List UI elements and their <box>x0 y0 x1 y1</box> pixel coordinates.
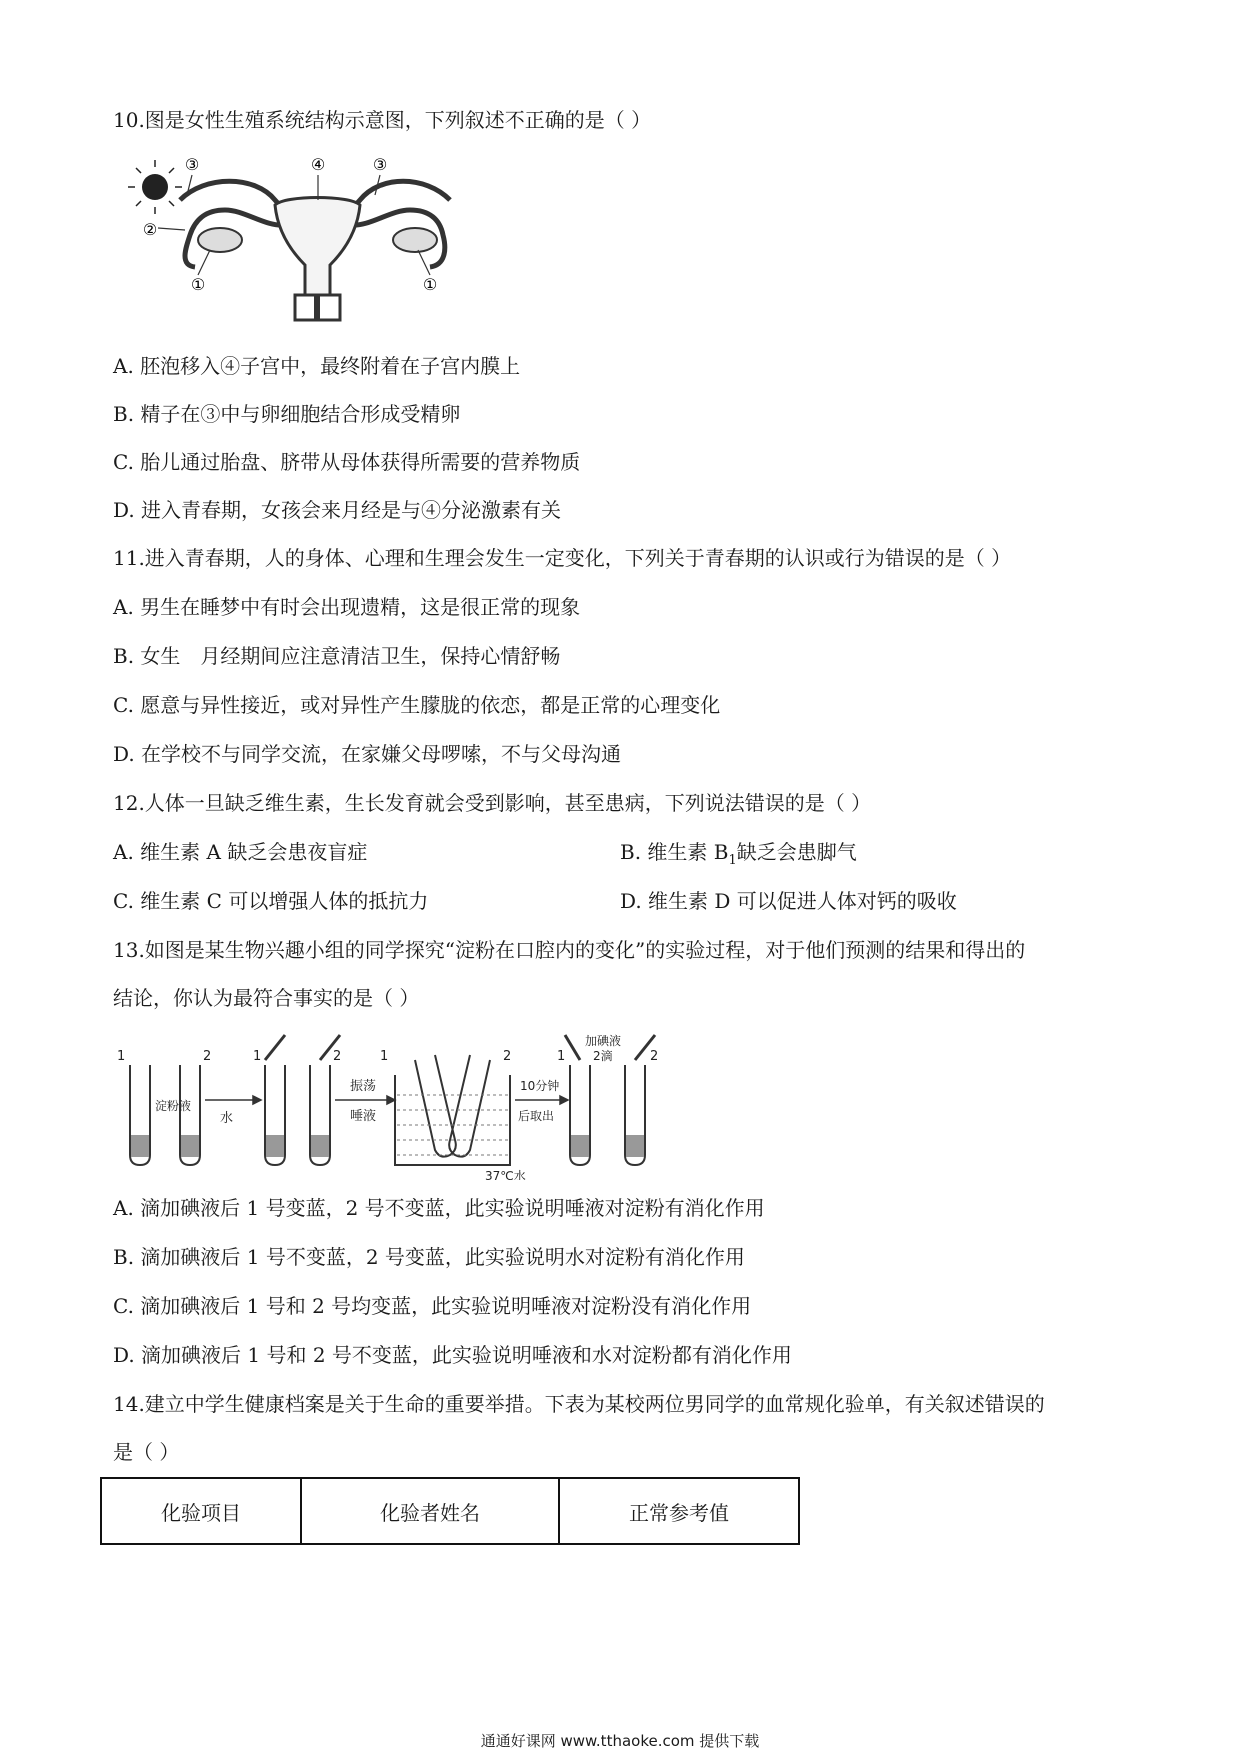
q13-stem-line2: 结论，你认为最符合事实的是（ ） <box>113 986 420 1010</box>
label-shake: 振荡 <box>350 1079 377 1094</box>
q10-option-d: D. 进入青春期，女孩会来月经是与④分泌激素有关 <box>113 498 562 522</box>
q11-option-b: B. 女生 月经期间应注意清洁卫生，保持心情舒畅 <box>113 644 561 668</box>
q10-option-b: B. 精子在③中与卵细胞结合形成受精卵 <box>113 402 461 426</box>
q11-stem: 11.进入青春期，人的身体、心理和生理会发生一定变化，下列关于青春期的认识或行为错误的是（ ） <box>113 546 1012 570</box>
q11-option-a: A. 男生在睡梦中有时会出现遗精，这是很正常的现象 <box>113 595 581 619</box>
q14-stem-line2: 是（ ） <box>113 1440 180 1464</box>
ovary-right <box>393 228 437 252</box>
table-header-row <box>101 1478 799 1544</box>
female-reproductive-diagram <box>125 155 510 325</box>
label-1-right: ① <box>422 275 438 294</box>
ovary-left <box>198 228 242 252</box>
q11-option-c: C. 愿意与异性接近，或对异性产生朦胧的依恋，都是正常的心理变化 <box>113 693 721 717</box>
q13-option-b: B. 滴加碘液后 1 号不变蓝，2 号变蓝，此实验说明水对淀粉有消化作用 <box>113 1245 745 1269</box>
ovum-illustration <box>128 160 182 214</box>
table-header-cell: 化验项目 <box>101 1478 301 1544</box>
label-starch: 淀粉液 <box>155 1099 192 1113</box>
q10-option-c: C. 胎儿通过胎盘、脐带从母体获得所需要的营养物质 <box>113 450 581 474</box>
label-time: 10分钟 <box>520 1079 560 1093</box>
q10-option-a: A. 胚泡移入④子宫中，最终附着在子宫内膜上 <box>113 354 521 378</box>
svg-text:2: 2 <box>650 1049 659 1064</box>
blood-test-table <box>100 1477 800 1545</box>
q12-option-d: D. 维生素 D 可以促进人体对钙的吸收 <box>620 889 957 913</box>
svg-text:1: 1 <box>380 1049 389 1064</box>
q13-option-c: C. 滴加碘液后 1 号和 2 号均变蓝，此实验说明唾液对淀粉没有消化作用 <box>113 1294 752 1318</box>
svg-text:2: 2 <box>203 1049 212 1064</box>
label-4: ④ <box>310 155 326 174</box>
label-water: 水 <box>220 1111 234 1126</box>
q13-stem-line1: 13.如图是某生物兴趣小组的同学探究“淀粉在口腔内的变化”的实验过程，对于他们预测的结果和得出的 <box>113 938 1026 962</box>
starch-experiment-diagram <box>115 1030 675 1180</box>
q12-option-c: C. 维生素 C 可以增强人体的抵抗力 <box>113 889 429 913</box>
label-temp: 37℃水 <box>485 1169 526 1180</box>
label-iodine: 加碘液 <box>585 1034 622 1048</box>
table-header-cell: 化验者姓名 <box>301 1478 559 1544</box>
q13-option-d: D. 滴加碘液后 1 号和 2 号不变蓝，此实验说明唾液和水对淀粉都有消化作用 <box>113 1343 792 1367</box>
svg-text:1: 1 <box>557 1049 566 1064</box>
label-3-right: ③ <box>372 155 388 174</box>
label-takeout: 后取出 <box>518 1109 555 1123</box>
q10-stem: 10.图是女性生殖系统结构示意图，下列叙述不正确的是（ ） <box>113 108 652 132</box>
q14-stem-line1: 14.建立中学生健康档案是关于生命的重要举措。下表为某校两位男同学的血常规化验单，有关叙述错误的 <box>113 1392 1045 1416</box>
q12-option-a: A. 维生素 A 缺乏会患夜盲症 <box>113 840 368 864</box>
svg-text:1: 1 <box>117 1049 126 1064</box>
svg-text:2: 2 <box>503 1049 512 1064</box>
label-3-left: ③ <box>184 155 200 174</box>
label-1-left: ① <box>190 275 206 294</box>
page-footer: 通通好课网 www.tthaoke.com 提供下载 <box>480 1732 760 1750</box>
table-header-cell: 正常参考值 <box>559 1478 799 1544</box>
uterus <box>275 198 360 296</box>
label-2: ② <box>142 220 158 239</box>
svg-text:2: 2 <box>333 1049 342 1064</box>
label-drops: 2滴 <box>593 1049 613 1063</box>
oviduct-left <box>180 181 292 267</box>
svg-text:1: 1 <box>253 1049 262 1064</box>
q12-stem: 12.人体一旦缺乏维生素，生长发育就会受到影响，甚至患病，下列说法错误的是（ ） <box>113 791 872 815</box>
q11-option-d: D. 在学校不与同学交流，在家嫌父母啰嗦，不与父母沟通 <box>113 742 622 766</box>
q13-option-a: A. 滴加碘液后 1 号变蓝，2 号不变蓝，此实验说明唾液对淀粉有消化作用 <box>113 1196 765 1220</box>
oviduct-right <box>343 181 450 267</box>
q12-option-b: B. 维生素 $B_1$缺乏会患脚气 <box>620 840 857 868</box>
label-saliva: 唾液 <box>350 1109 377 1124</box>
